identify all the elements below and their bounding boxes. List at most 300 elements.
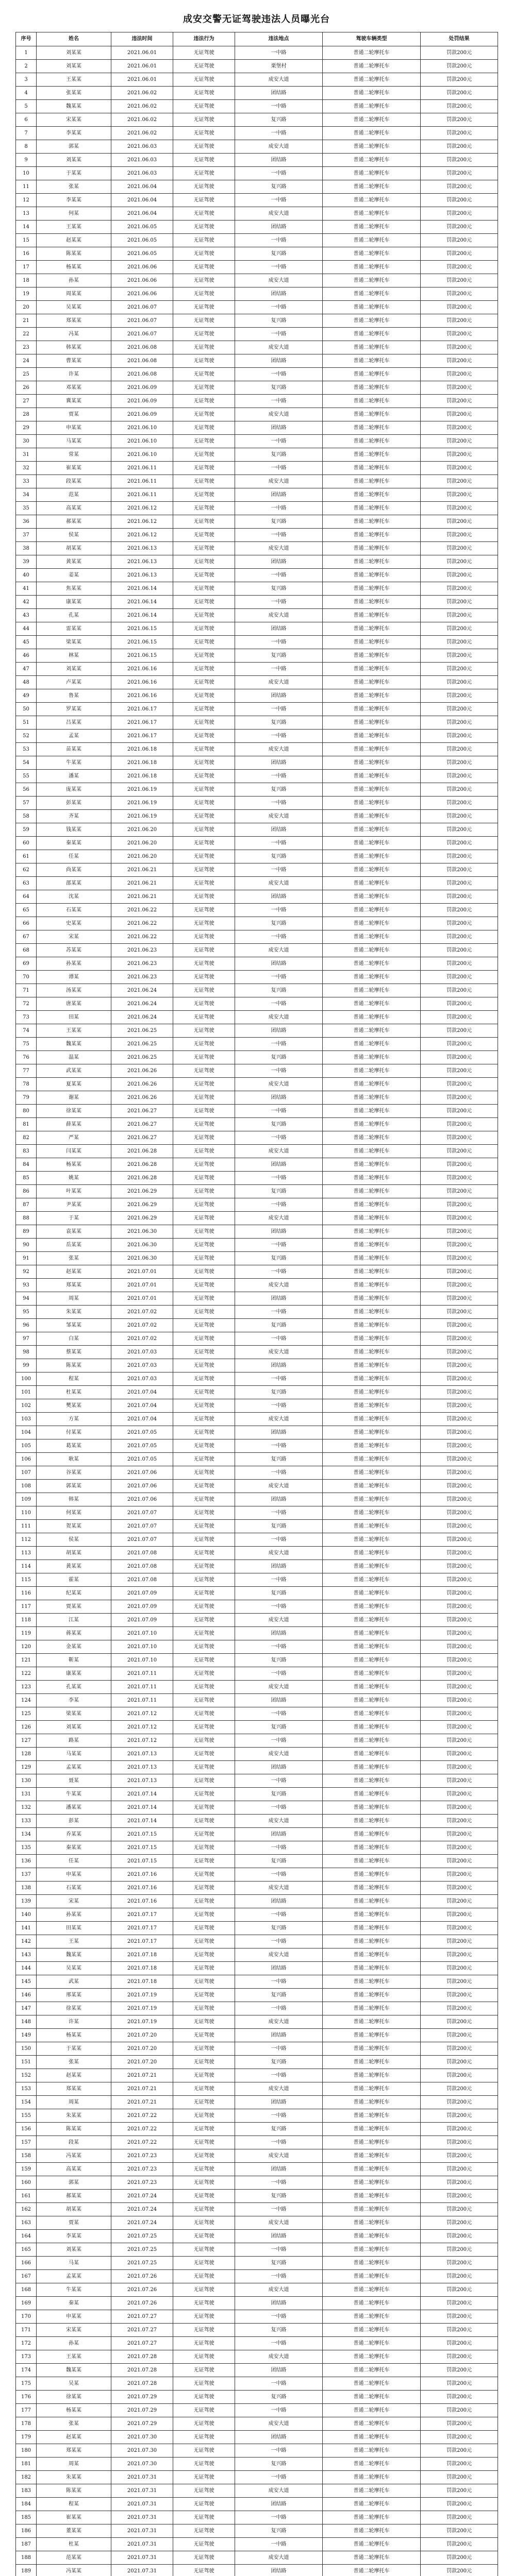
table-row xyxy=(16,354,498,368)
table-cell: 复兴路 xyxy=(235,1051,323,1064)
table-cell: 无证驾驶 xyxy=(173,354,235,368)
table-row xyxy=(16,1828,498,1841)
table-cell: 罚款200元 xyxy=(421,100,498,113)
table-cell: 罚款200元 xyxy=(421,2484,498,2498)
table-cell: 罚款200元 xyxy=(421,1239,498,1252)
table-cell: 普通二轮摩托车 xyxy=(323,100,421,113)
table-cell: 罚款200元 xyxy=(421,2538,498,2551)
table-cell: 罚款200元 xyxy=(421,2270,498,2283)
table-cell: 80 xyxy=(16,1105,37,1118)
table-cell: 2021.06.26 xyxy=(111,1064,173,1078)
table-cell: 普通二轮摩托车 xyxy=(323,328,421,341)
table-cell: 罚款200元 xyxy=(421,60,498,73)
table-cell: 普通二轮摩托车 xyxy=(323,1707,421,1721)
table-cell: 69 xyxy=(16,957,37,971)
table-cell: 钱某某 xyxy=(37,823,111,837)
table-cell: 2021.06.20 xyxy=(111,850,173,863)
table-cell: 53 xyxy=(16,743,37,756)
table-cell: 无证驾驶 xyxy=(173,1359,235,1372)
table-cell: 无证驾驶 xyxy=(173,435,235,448)
table-cell: 2021.06.10 xyxy=(111,448,173,462)
table-cell: 赵某某 xyxy=(37,1265,111,1279)
table-row xyxy=(16,435,498,448)
table-cell: 普通二轮摩托车 xyxy=(323,2364,421,2377)
table-cell: 纪某某 xyxy=(37,1587,111,1600)
table-cell: 普通二轮摩托车 xyxy=(323,2136,421,2149)
table-cell: 2021.06.10 xyxy=(111,435,173,448)
table-cell: 122 xyxy=(16,1667,37,1681)
table-cell: 2021.06.09 xyxy=(111,381,173,395)
table-row xyxy=(16,1882,498,1895)
table-cell: 174 xyxy=(16,2364,37,2377)
table-cell: 76 xyxy=(16,1051,37,1064)
table-cell: 2021.06.02 xyxy=(111,100,173,113)
table-cell: 7 xyxy=(16,127,37,140)
table-cell: 一中路 xyxy=(235,2444,323,2458)
table-cell: 152 xyxy=(16,2069,37,2082)
table-cell: 罚款200元 xyxy=(421,221,498,234)
table-row xyxy=(16,154,498,167)
table-row xyxy=(16,1761,498,1774)
table-row xyxy=(16,1801,498,1815)
table-cell: 无证驾驶 xyxy=(173,194,235,207)
table-cell: 2021.07.26 xyxy=(111,2270,173,2283)
table-row xyxy=(16,917,498,930)
table-cell: 黄某某 xyxy=(37,555,111,569)
table-cell: 一中路 xyxy=(235,904,323,917)
table-cell: 普通二轮摩托车 xyxy=(323,1225,421,1239)
table-cell: 罚款200元 xyxy=(421,2565,498,2576)
table-cell: 罚款200元 xyxy=(421,180,498,194)
table-cell: 一中路 xyxy=(235,2136,323,2149)
table-cell: 无证驾驶 xyxy=(173,1681,235,1694)
table-cell: 一中路 xyxy=(235,1600,323,1614)
table-cell: 秦某 xyxy=(37,2297,111,2310)
table-row xyxy=(16,2524,498,2538)
table-row xyxy=(16,810,498,823)
table-cell: 普通二轮摩托车 xyxy=(323,127,421,140)
table-cell: 无证驾驶 xyxy=(173,2391,235,2404)
table-cell: 一中路 xyxy=(235,1801,323,1815)
table-cell: 137 xyxy=(16,1868,37,1882)
table-cell: 一中路 xyxy=(235,529,323,542)
table-row xyxy=(16,1359,498,1372)
table-row xyxy=(16,756,498,770)
table-cell: 武某 xyxy=(37,1975,111,1989)
table-row xyxy=(16,2042,498,2056)
table-cell: 宋某某 xyxy=(37,113,111,127)
table-cell: 普通二轮摩托车 xyxy=(323,2203,421,2216)
table-cell: 124 xyxy=(16,1694,37,1707)
table-cell: 2021.06.21 xyxy=(111,863,173,877)
table-row xyxy=(16,221,498,234)
table-row xyxy=(16,569,498,582)
table-row xyxy=(16,837,498,850)
table-cell: 99 xyxy=(16,1359,37,1372)
table-cell: 无证驾驶 xyxy=(173,2069,235,2082)
table-cell: 普通二轮摩托车 xyxy=(323,1306,421,1319)
table-cell: 2021.06.14 xyxy=(111,609,173,622)
table-cell: 罚款200元 xyxy=(421,1640,498,1654)
table-cell: 普通二轮摩托车 xyxy=(323,1185,421,1198)
table-cell: 2021.07.01 xyxy=(111,1292,173,1306)
table-cell: 90 xyxy=(16,1239,37,1252)
table-cell: 成安大道 xyxy=(235,2149,323,2163)
table-cell: 普通二轮摩托车 xyxy=(323,515,421,529)
table-cell: 罚款200元 xyxy=(421,301,498,314)
table-cell: 罚款200元 xyxy=(421,167,498,180)
table-cell: 尚某某 xyxy=(37,863,111,877)
table-cell: 罚款200元 xyxy=(421,1372,498,1386)
table-cell: 2021.07.31 xyxy=(111,2484,173,2498)
table-cell: 2021.07.20 xyxy=(111,2029,173,2042)
table-cell: 无证驾驶 xyxy=(173,1413,235,1426)
table-row xyxy=(16,1399,498,1413)
table-cell: 无证驾驶 xyxy=(173,783,235,796)
table-cell: 2021.07.14 xyxy=(111,1801,173,1815)
table-cell: 无证驾驶 xyxy=(173,1520,235,1533)
table-cell: 普通二轮摩托车 xyxy=(323,154,421,167)
table-cell: 团结路 xyxy=(235,1426,323,1439)
table-row xyxy=(16,1332,498,1346)
table-cell: 侯某 xyxy=(37,1533,111,1547)
table-row xyxy=(16,1681,498,1694)
table-cell: 72 xyxy=(16,997,37,1011)
table-row xyxy=(16,207,498,221)
table-cell: 151 xyxy=(16,2056,37,2069)
table-row xyxy=(16,1306,498,1319)
table-cell: 普通二轮摩托车 xyxy=(323,930,421,944)
table-cell: 罚款200元 xyxy=(421,1533,498,1547)
table-cell: 2021.07.10 xyxy=(111,1640,173,1654)
table-cell: 161 xyxy=(16,2190,37,2203)
table-cell: 罚款200元 xyxy=(421,2149,498,2163)
table-cell: 罚款200元 xyxy=(421,1225,498,1239)
table-cell: 63 xyxy=(16,877,37,890)
table-cell: 2021.07.03 xyxy=(111,1359,173,1372)
table-row xyxy=(16,636,498,649)
table-cell: 罚款200元 xyxy=(421,1774,498,1788)
table-cell: 81 xyxy=(16,1118,37,1131)
table-row xyxy=(16,247,498,261)
table-cell: 罚款200元 xyxy=(421,930,498,944)
table-row xyxy=(16,194,498,207)
table-cell: 成安大道 xyxy=(235,207,323,221)
table-row xyxy=(16,1493,498,1506)
table-cell: 2021.07.12 xyxy=(111,1734,173,1748)
table-cell: 178 xyxy=(16,2417,37,2431)
table-cell: 2021.07.30 xyxy=(111,2444,173,2458)
table-cell: 111 xyxy=(16,1520,37,1533)
table-cell: 成安大道 xyxy=(235,676,323,689)
table-cell: 2021.07.09 xyxy=(111,1587,173,1600)
table-cell: 林某 xyxy=(37,649,111,663)
table-cell: 2021.07.21 xyxy=(111,2096,173,2109)
table-cell: 无证驾驶 xyxy=(173,2511,235,2524)
table-cell: 2021.06.12 xyxy=(111,515,173,529)
table-cell: 复兴路 xyxy=(235,381,323,395)
table-cell: 团结路 xyxy=(235,1091,323,1105)
table-cell: 任某 xyxy=(37,1855,111,1868)
table-cell: 一中路 xyxy=(235,569,323,582)
table-cell: 普通二轮摩托车 xyxy=(323,2551,421,2565)
table-cell: 2021.06.01 xyxy=(111,73,173,87)
table-cell: 183 xyxy=(16,2484,37,2498)
table-cell: 普通二轮摩托车 xyxy=(323,488,421,502)
table-cell: 普通二轮摩托车 xyxy=(323,596,421,609)
column-header: 违法时间 xyxy=(111,32,173,46)
table-cell: 谭某 xyxy=(37,971,111,984)
table-cell: 汤某某 xyxy=(37,984,111,997)
table-cell: 2021.07.21 xyxy=(111,2082,173,2096)
table-cell: 普通二轮摩托车 xyxy=(323,1600,421,1614)
table-cell: 19 xyxy=(16,287,37,301)
table-cell: 石某某 xyxy=(37,1882,111,1895)
table-cell: 复兴路 xyxy=(235,180,323,194)
table-cell: 无证驾驶 xyxy=(173,475,235,488)
table-cell: 158 xyxy=(16,2149,37,2163)
table-cell: 2021.06.24 xyxy=(111,1011,173,1024)
table-cell: 成安大道 xyxy=(235,1882,323,1895)
table-cell: 成安大道 xyxy=(235,1011,323,1024)
table-cell: 复兴路 xyxy=(235,2324,323,2337)
table-row xyxy=(16,1158,498,1172)
table-cell: 17 xyxy=(16,261,37,274)
table-cell: 2021.07.21 xyxy=(111,2069,173,2082)
table-row xyxy=(16,1131,498,1145)
table-cell: 高某某 xyxy=(37,2163,111,2176)
table-cell: 2021.07.01 xyxy=(111,1279,173,1292)
table-cell: 普通二轮摩托车 xyxy=(323,636,421,649)
table-cell: 罚款200元 xyxy=(421,1292,498,1306)
table-cell: 16 xyxy=(16,247,37,261)
table-row xyxy=(16,1774,498,1788)
table-cell: 罚款200元 xyxy=(421,1989,498,2002)
table-cell: 罚款200元 xyxy=(421,636,498,649)
table-cell: 徐某某 xyxy=(37,1105,111,1118)
table-cell: 罚款200元 xyxy=(421,2203,498,2216)
table-row xyxy=(16,421,498,435)
table-cell: 2021.07.06 xyxy=(111,1480,173,1493)
table-cell: 罚款200元 xyxy=(421,1707,498,1721)
table-cell: 复兴路 xyxy=(235,1185,323,1198)
table-cell: 一中路 xyxy=(235,1935,323,1948)
table-cell: 罚款200元 xyxy=(421,2230,498,2243)
table-cell: 143 xyxy=(16,1948,37,1962)
table-cell: 马某某 xyxy=(37,1748,111,1761)
table-cell: 无证驾驶 xyxy=(173,287,235,301)
table-cell: 温某 xyxy=(37,1051,111,1064)
table-cell: 罚款200元 xyxy=(421,1560,498,1573)
table-row xyxy=(16,1948,498,1962)
table-row xyxy=(16,2484,498,2498)
table-cell: 团结路 xyxy=(235,421,323,435)
table-cell: 田某某 xyxy=(37,1922,111,1935)
table-cell: 144 xyxy=(16,1962,37,1975)
table-cell: 罚款200元 xyxy=(421,689,498,703)
table-cell: 普通二轮摩托车 xyxy=(323,1399,421,1413)
table-cell: 2021.07.09 xyxy=(111,1614,173,1627)
table-cell: 贾某 xyxy=(37,2216,111,2230)
table-cell: 一中路 xyxy=(235,1439,323,1453)
table-cell: 2021.07.06 xyxy=(111,1493,173,1506)
table-cell: 127 xyxy=(16,1734,37,1748)
table-cell: 苏某某 xyxy=(37,944,111,957)
table-cell: 2021.07.19 xyxy=(111,2002,173,2015)
table-cell: 罚款200元 xyxy=(421,502,498,515)
table-cell: 成安大道 xyxy=(235,1480,323,1493)
table-cell: 无证驾驶 xyxy=(173,904,235,917)
table-cell: 成安大道 xyxy=(235,2484,323,2498)
table-cell: 团结路 xyxy=(235,2096,323,2109)
table-cell: 2021.06.26 xyxy=(111,1091,173,1105)
table-cell: 2021.07.16 xyxy=(111,1868,173,1882)
table-cell: 一中路 xyxy=(235,395,323,408)
table-row xyxy=(16,60,498,73)
table-cell: 普通二轮摩托车 xyxy=(323,2243,421,2257)
table-row xyxy=(16,1426,498,1439)
table-cell: 白某 xyxy=(37,1332,111,1346)
table-cell: 无证驾驶 xyxy=(173,582,235,596)
table-cell: 罚款200元 xyxy=(421,1038,498,1051)
table-cell: 无证驾驶 xyxy=(173,1105,235,1118)
table-cell: 普通二轮摩托车 xyxy=(323,2096,421,2109)
table-cell: 罚款200元 xyxy=(421,395,498,408)
table-cell: 2021.07.04 xyxy=(111,1399,173,1413)
table-cell: 无证驾驶 xyxy=(173,328,235,341)
table-cell: 无证驾驶 xyxy=(173,2243,235,2257)
table-cell: 30 xyxy=(16,435,37,448)
table-cell: 2021.07.06 xyxy=(111,1466,173,1480)
table-cell: 普通二轮摩托车 xyxy=(323,1841,421,1855)
table-cell: 2021.06.19 xyxy=(111,783,173,796)
table-cell: 无证驾驶 xyxy=(173,944,235,957)
table-cell: 罚款200元 xyxy=(421,1855,498,1868)
table-cell: 无证驾驶 xyxy=(173,180,235,194)
table-cell: 无证驾驶 xyxy=(173,1466,235,1480)
table-row xyxy=(16,997,498,1011)
table-cell: 普通二轮摩托车 xyxy=(323,971,421,984)
table-cell: 罚款200元 xyxy=(421,1627,498,1640)
table-cell: 团结路 xyxy=(235,689,323,703)
table-cell: 姜某 xyxy=(37,569,111,582)
table-cell: 一中路 xyxy=(235,1640,323,1654)
table-cell: 张某 xyxy=(37,2056,111,2069)
table-cell: 66 xyxy=(16,917,37,930)
table-cell: 杨某某 xyxy=(37,2029,111,2042)
table-cell: 普通二轮摩托车 xyxy=(323,2511,421,2524)
table-row xyxy=(16,167,498,180)
table-cell: 团结路 xyxy=(235,890,323,904)
table-cell: 2021.06.27 xyxy=(111,1105,173,1118)
table-cell: 89 xyxy=(16,1225,37,1239)
table-cell: 18 xyxy=(16,274,37,287)
table-cell: 成安大道 xyxy=(235,2551,323,2565)
table-row xyxy=(16,502,498,515)
table-cell: 潘某 xyxy=(37,770,111,783)
table-cell: 一中路 xyxy=(235,1239,323,1252)
table-cell: 普通二轮摩托车 xyxy=(323,207,421,221)
table-cell: 无证驾驶 xyxy=(173,1453,235,1466)
table-cell: 2021.06.05 xyxy=(111,234,173,247)
table-cell: 罚款200元 xyxy=(421,2216,498,2230)
table-row xyxy=(16,609,498,622)
table-cell: 成安大道 xyxy=(235,1413,323,1426)
table-cell: 董某某 xyxy=(37,2524,111,2538)
table-row xyxy=(16,100,498,113)
table-cell: 普通二轮摩托车 xyxy=(323,113,421,127)
table-cell: 2021.07.31 xyxy=(111,2498,173,2511)
table-cell: 2021.06.28 xyxy=(111,1172,173,1185)
table-cell: 普通二轮摩托车 xyxy=(323,783,421,796)
table-cell: 2021.06.29 xyxy=(111,1212,173,1225)
column-header: 驾驶车辆类型 xyxy=(323,32,421,46)
table-cell: 一中路 xyxy=(235,1506,323,1520)
table-cell: 普通二轮摩托车 xyxy=(323,274,421,287)
table-cell: 71 xyxy=(16,984,37,997)
table-cell: 无证驾驶 xyxy=(173,1721,235,1734)
table-row xyxy=(16,582,498,596)
table-cell: 无证驾驶 xyxy=(173,1654,235,1667)
table-cell: 一中路 xyxy=(235,100,323,113)
table-cell: 复兴路 xyxy=(235,1386,323,1399)
table-cell: 1 xyxy=(16,46,37,60)
table-cell: 无证驾驶 xyxy=(173,1078,235,1091)
table-cell: 曹某某 xyxy=(37,354,111,368)
table-cell: 无证驾驶 xyxy=(173,1627,235,1640)
table-cell: 一中路 xyxy=(235,2538,323,2551)
table-cell: 普通二轮摩托车 xyxy=(323,247,421,261)
table-cell: 成安大道 xyxy=(235,1547,323,1560)
table-cell: 107 xyxy=(16,1466,37,1480)
table-cell: 2021.07.09 xyxy=(111,1600,173,1614)
table-cell: 罚款200元 xyxy=(421,1118,498,1131)
table-cell: 罚款200元 xyxy=(421,2511,498,2524)
table-cell: 付某某 xyxy=(37,1426,111,1439)
table-cell: 2021.06.22 xyxy=(111,930,173,944)
table-cell: 冀某某 xyxy=(37,395,111,408)
table-row xyxy=(16,1506,498,1520)
table-row xyxy=(16,2270,498,2283)
table-cell: 成安大道 xyxy=(235,1815,323,1828)
table-cell: 无证驾驶 xyxy=(173,1306,235,1319)
table-cell: 普通二轮摩托车 xyxy=(323,1439,421,1453)
table-cell: 普通二轮摩托车 xyxy=(323,261,421,274)
table-cell: 聂某 xyxy=(37,1774,111,1788)
table-cell: 2021.07.04 xyxy=(111,1413,173,1426)
table-cell: 罚款200元 xyxy=(421,2096,498,2109)
table-cell: 一中路 xyxy=(235,234,323,247)
table-cell: 148 xyxy=(16,2015,37,2029)
table-cell: 复兴路 xyxy=(235,1721,323,1734)
table-cell: 110 xyxy=(16,1506,37,1520)
table-cell: 罚款200元 xyxy=(421,2524,498,2538)
column-header: 违法地点 xyxy=(235,32,323,46)
table-cell: 普通二轮摩托车 xyxy=(323,1855,421,1868)
table-cell: 2021.07.28 xyxy=(111,2377,173,2391)
table-cell: 无证驾驶 xyxy=(173,2297,235,2310)
table-cell: 程某 xyxy=(37,2498,111,2511)
table-cell: 50 xyxy=(16,703,37,716)
table-cell: 罚款200元 xyxy=(421,984,498,997)
table-cell: 普通二轮摩托车 xyxy=(323,2190,421,2203)
table-cell: 罚款200元 xyxy=(421,2350,498,2364)
table-cell: 任某 xyxy=(37,850,111,863)
table-cell: 无证驾驶 xyxy=(173,663,235,676)
table-cell: 程某 xyxy=(37,1372,111,1386)
table-cell: 一中路 xyxy=(235,770,323,783)
table-row xyxy=(16,2324,498,2337)
